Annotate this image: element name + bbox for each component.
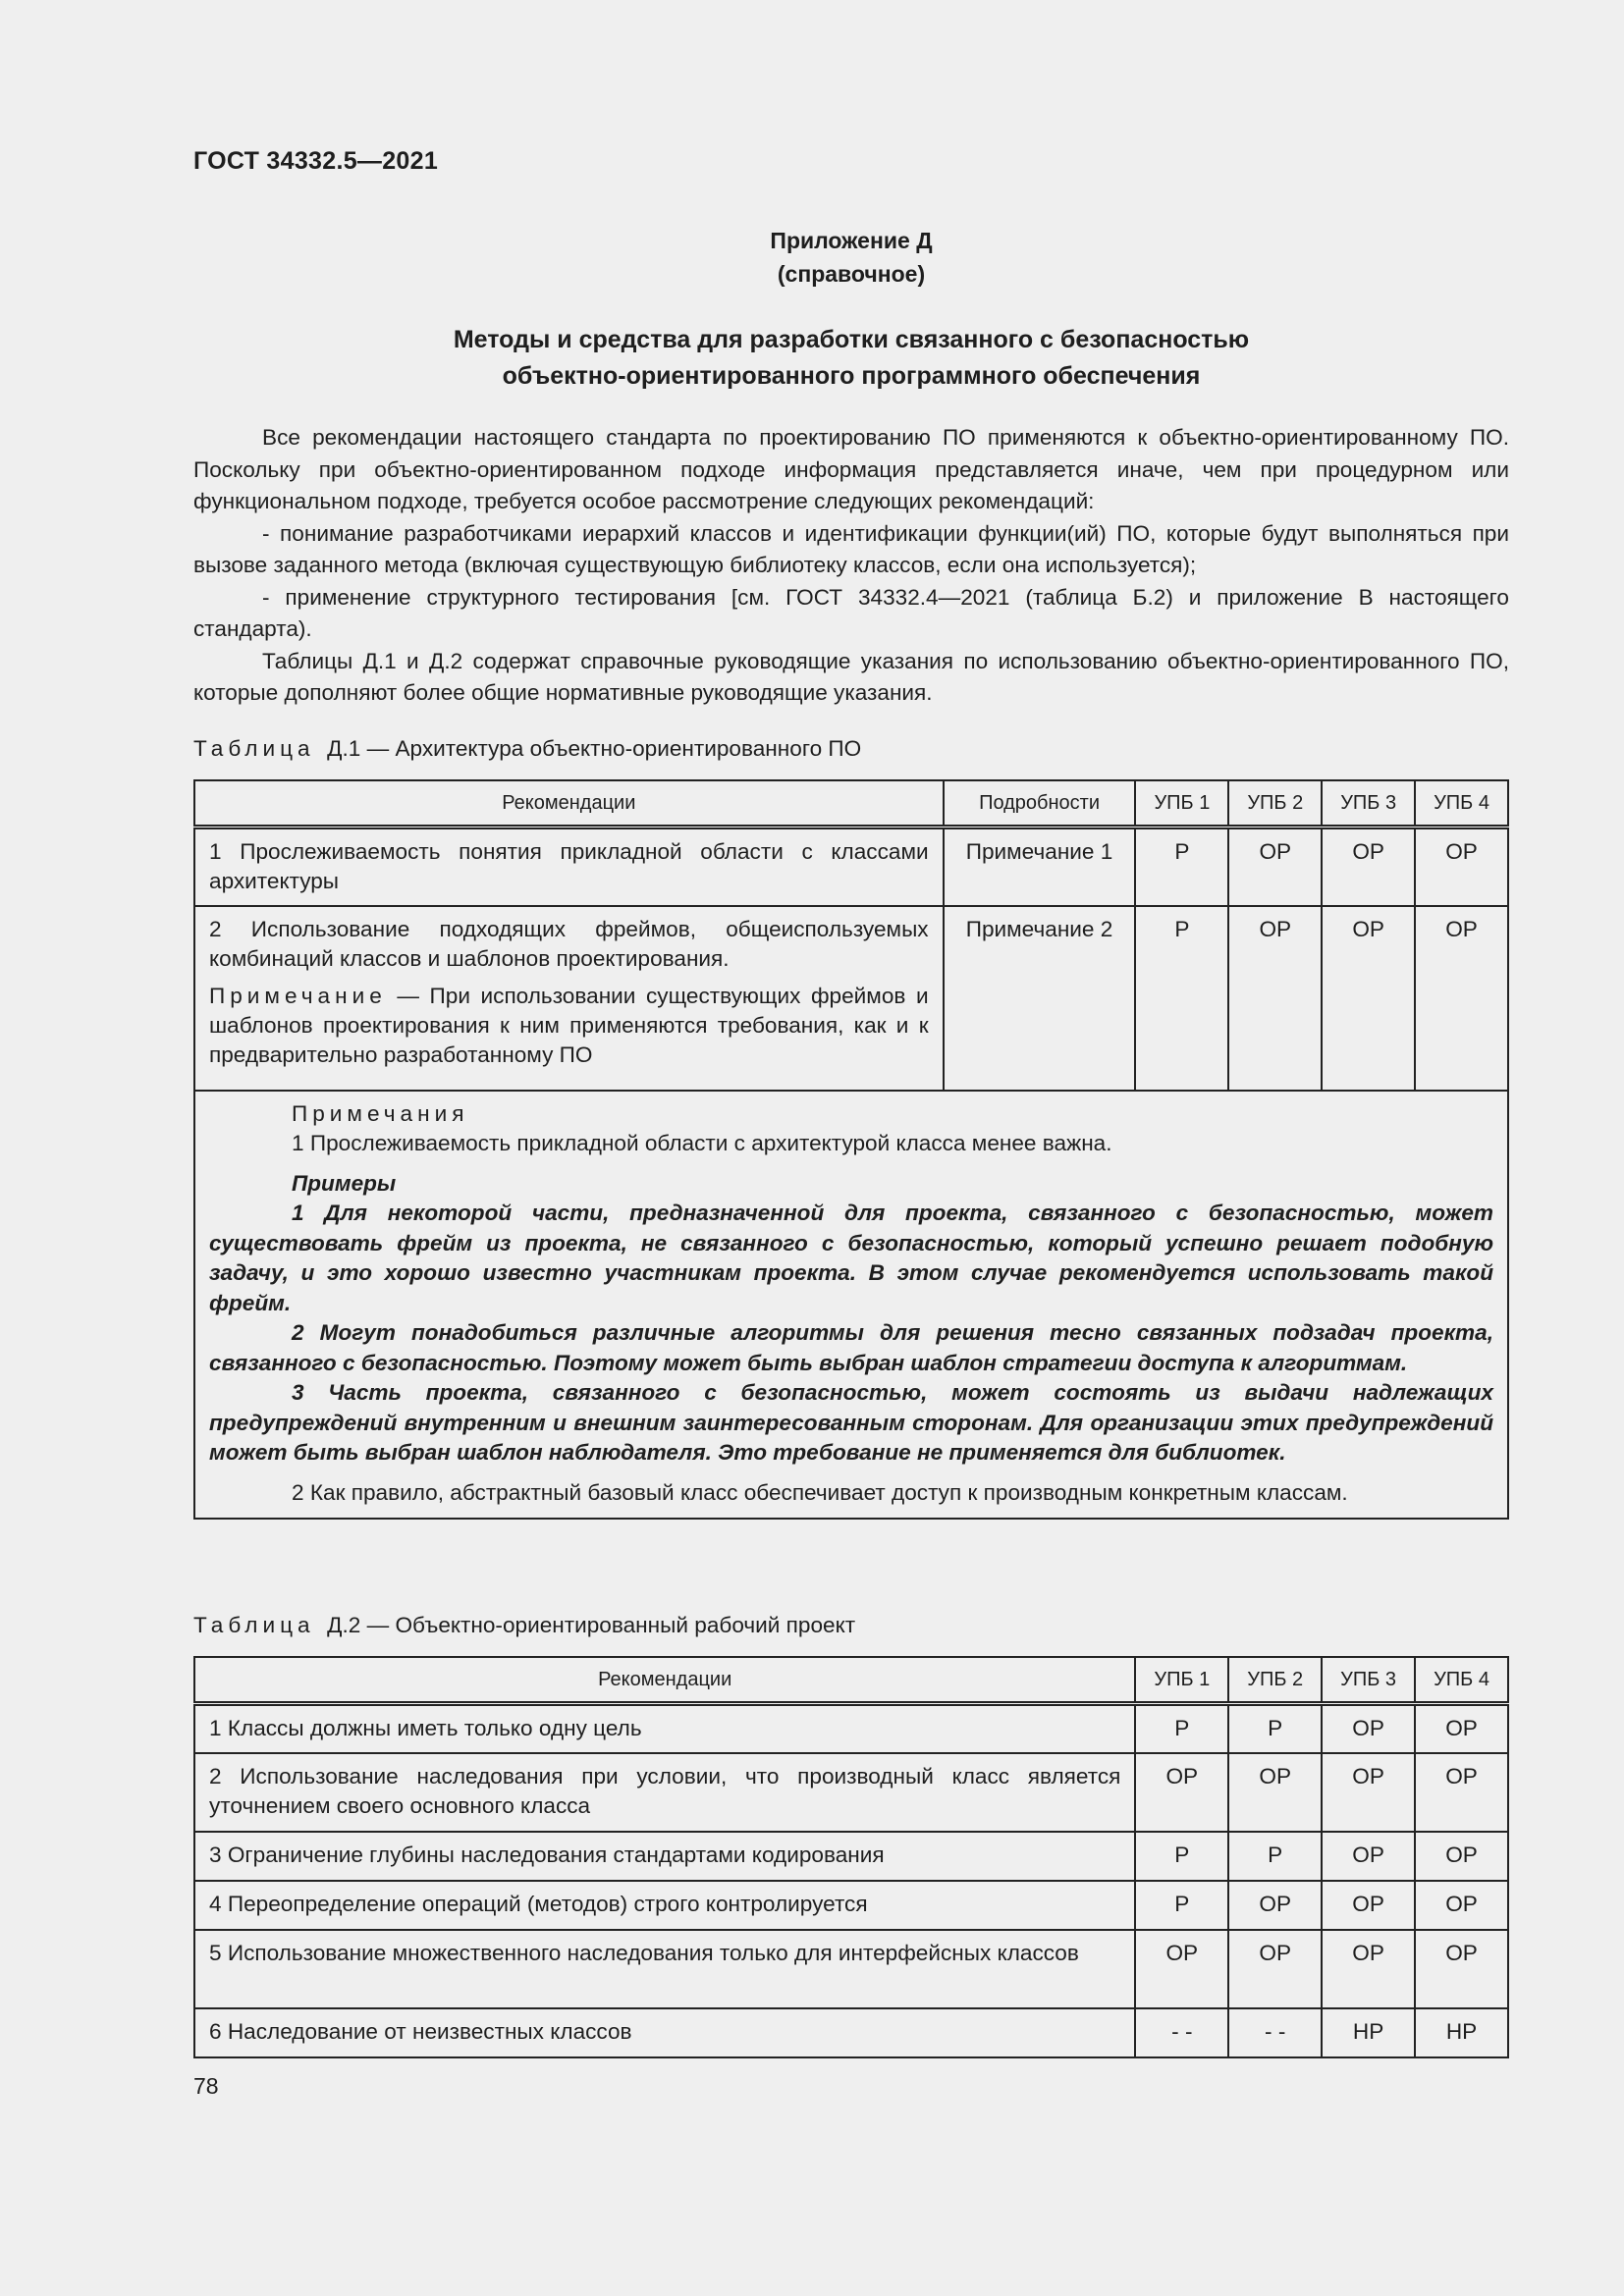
table2-header-cell: УПБ 2 (1228, 1657, 1322, 1704)
example-item: 3 Часть проекта, связанного с безопасностью, может состоять из выдачи надлежащих предупреждений внутренним и внешним заинтересованным сторонам. Для организации этих предупреждений может быть выбран шаблон наблюдателя. Это требование не применяется для библиотек. (209, 1380, 1493, 1465)
table-cell-value: ОР (1322, 828, 1415, 906)
recommendation-note (209, 982, 929, 1070)
table2-header-cell: УПБ 4 (1415, 1657, 1508, 1704)
table-cell-recommendation: 1 Прослеживаемость понятия прикладной области с классами архитектуры (194, 828, 944, 906)
table-cell-details: Примечание 1 (944, 828, 1136, 906)
note-item: 1 Прослеживаемость прикладной области с архитектурой класса менее важна. (292, 1131, 1112, 1155)
table-row (194, 1881, 1508, 1930)
annex-type: (справочное) (777, 261, 926, 287)
table-cell-value: ОР (1228, 906, 1322, 1091)
table-cell-value: ОР (1322, 906, 1415, 1091)
table1-caption (193, 736, 861, 762)
table-cell-value: НР (1322, 2008, 1415, 2057)
table1 (193, 779, 1509, 1520)
table-cell-value: ОР (1415, 1832, 1508, 1881)
table-cell-recommendation (194, 906, 944, 1091)
table2-header-cell: Рекомендации (194, 1657, 1135, 1704)
table-cell-value: ОР (1322, 1704, 1415, 1753)
table-row (194, 2008, 1508, 2057)
table-cell-value: ОР (1415, 1881, 1508, 1930)
intro-paragraph: Таблицы Д.1 и Д.2 содержат справочные руководящие указания по использованию объектно-ориентированного ПО, которые дополняют более общие нормативные руководящие указания. (193, 648, 1509, 705)
table1-header-cell: УПБ 3 (1322, 780, 1415, 828)
table-cell-value: ОР (1322, 1753, 1415, 1832)
title-line-1: Методы и средства для разработки связанного с безопасностью (453, 326, 1250, 353)
table-cell-value: Р (1135, 1832, 1228, 1881)
annex-label: Приложение Д (770, 228, 933, 253)
table-cell-value: Р (1135, 1881, 1228, 1930)
page-number: 78 (193, 2073, 219, 2099)
table-cell-value: ОР (1135, 1753, 1228, 1832)
table-row (194, 1832, 1508, 1881)
table2-header-cell: УПБ 1 (1135, 1657, 1228, 1704)
table2-caption-text: Д.2 — Объектно-ориентированный рабочий проект (327, 1613, 856, 1637)
table-cell-recommendation: 3 Ограничение глубины наследования стандартами кодирования (194, 1832, 1135, 1881)
table-cell-value: Р (1135, 906, 1228, 1091)
table-cell-value: ОР (1135, 1930, 1228, 2008)
annex-heading (193, 224, 1509, 291)
table2-caption-word: Таблица (193, 1613, 315, 1637)
table-row (194, 1753, 1508, 1832)
note-text: — При использовании существующих фреймов и шаблонов проектирования к ним применяются требования, как и к предварительно разработанному ПО (209, 983, 929, 1067)
table-cell-value: Р (1135, 828, 1228, 906)
table-row (194, 1930, 1508, 2008)
table-cell-recommendation: 4 Переопределение операций (методов) строго контролируется (194, 1881, 1135, 1930)
table-cell-value: ОР (1322, 1881, 1415, 1930)
table-row (194, 828, 1508, 906)
table-cell-value: ОР (1415, 1753, 1508, 1832)
table-cell-value: ОР (1415, 1704, 1508, 1753)
table-cell-recommendation: 5 Использование множественного наследования только для интерфейсных классов (194, 1930, 1135, 2008)
table-cell-recommendation: 1 Классы должны иметь только одну цель (194, 1704, 1135, 1753)
table1-header-cell: Подробности (944, 780, 1136, 828)
table-cell-value: ОР (1228, 1881, 1322, 1930)
table-row (194, 1704, 1508, 1753)
title-line-2: объектно-ориентированного программного обеспечения (502, 362, 1201, 390)
table-cell-value: ОР (1415, 828, 1508, 906)
table-cell-value: Р (1228, 1704, 1322, 1753)
table-cell-recommendation: 6 Наследование от неизвестных классов (194, 2008, 1135, 2057)
table-cell-value: - - (1228, 2008, 1322, 2057)
table2-caption (193, 1613, 855, 1638)
table1-notes-cell (194, 1091, 1508, 1520)
intro-paragraph: Все рекомендации настоящего стандарта по проектированию ПО применяются к объектно-ориентированному ПО. Поскольку при объектно-ориентированном подходе информация представляется иначе, чем при процедурном или функциональном подходе, требуется особое рассмотрение следующих рекомендаций: (193, 425, 1509, 513)
table-cell-value: ОР (1322, 1832, 1415, 1881)
table1-notes-row (194, 1091, 1508, 1520)
recommendation-text: 2 Использование подходящих фреймов, общеиспользуемых комбинаций классов и шаблонов проектирования. (209, 916, 929, 971)
notes-heading: Примечания (292, 1100, 469, 1126)
table-cell-value: ОР (1415, 906, 1508, 1091)
table-row (194, 906, 1508, 1091)
intro-text (193, 422, 1509, 710)
table-cell-value: ОР (1228, 1753, 1322, 1832)
table2 (193, 1656, 1509, 2058)
table1-caption-text: Д.1 — Архитектура объектно-ориентированного ПО (327, 736, 862, 761)
table-cell-value: НР (1415, 2008, 1508, 2057)
table-cell-details: Примечание 2 (944, 906, 1136, 1091)
intro-paragraph: - применение структурного тестирования [см. ГОСТ 34332.4—2021 (таблица Б.2) и приложение В настоящего стандарта). (193, 584, 1509, 641)
table-cell-value: - - (1135, 2008, 1228, 2057)
table-cell-value: ОР (1415, 1930, 1508, 2008)
intro-paragraph: - понимание разработчиками иерархий классов и идентификации функции(ий) ПО, которые будут выполняться при вызове заданного метода (включая существующую библиотеку классов, если она используется); (193, 520, 1509, 577)
table2-header-cell: УПБ 3 (1322, 1657, 1415, 1704)
table-cell-value: ОР (1322, 1930, 1415, 2008)
note-word: Примечание (209, 983, 387, 1008)
table2-header-row (194, 1657, 1508, 1704)
table1-header-row (194, 780, 1508, 828)
table1-caption-word: Таблица (193, 736, 315, 761)
table-cell-value: ОР (1228, 828, 1322, 906)
examples-heading: Примеры (292, 1170, 397, 1196)
table-cell-value: Р (1135, 1704, 1228, 1753)
table1-header-cell: УПБ 4 (1415, 780, 1508, 828)
table1-header-cell: УПБ 1 (1135, 780, 1228, 828)
example-item: 1 Для некоторой части, предназначенной для проекта, связанного с безопасностью, может существовать фрейм из проекта, не связанного с безопасностью, который успешно решает подобную задачу, и это хорошо известно участникам проекта. В этом случае рекомендуется использовать такой фрейм. (209, 1201, 1493, 1315)
annex-title (193, 322, 1509, 395)
document-header: ГОСТ 34332.5—2021 (193, 147, 439, 175)
note-item: 2 Как правило, абстрактный базовый класс обеспечивает доступ к производным конкретным классам. (292, 1479, 1348, 1505)
example-item: 2 Могут понадобиться различные алгоритмы для решения тесно связанных подзадач проекта, связанного с безопасностью. Поэтому может быть выбран шаблон стратегии доступа к алгоритмам. (209, 1320, 1493, 1375)
table-cell-value: ОР (1228, 1930, 1322, 2008)
table1-header-cell: Рекомендации (194, 780, 944, 828)
table1-header-cell: УПБ 2 (1228, 780, 1322, 828)
table-cell-recommendation: 2 Использование наследования при условии, что производный класс является уточнением своего основного класса (194, 1753, 1135, 1832)
table-cell-value: Р (1228, 1832, 1322, 1881)
